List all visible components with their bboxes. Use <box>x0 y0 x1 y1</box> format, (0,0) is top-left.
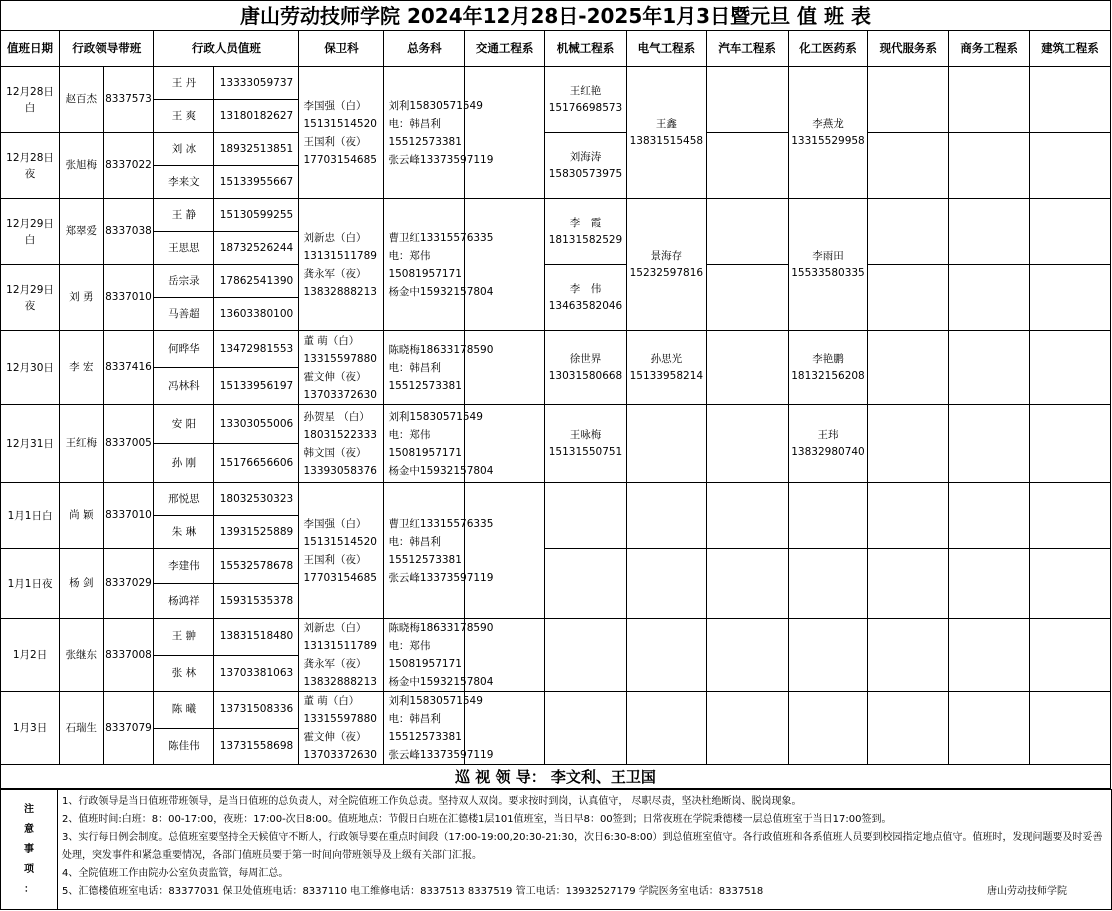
security-line: 刘新忠（白） <box>303 622 367 634</box>
general-line: 电：韩昌利 <box>388 713 441 725</box>
header-security: 保卫科 <box>299 31 384 67</box>
security-line: 13393058376 <box>303 464 377 477</box>
duty-row <box>1 483 1111 516</box>
staff-name: 何晔华 <box>154 331 214 368</box>
staff-phone: 13831518480 <box>214 619 299 656</box>
duty-row <box>1 549 1111 584</box>
security-line: 13832888213 <box>303 676 377 688</box>
general-line: 15081957171 <box>388 267 462 280</box>
general-line: 15512573381 <box>388 553 462 566</box>
chem-line: 李雨田 <box>812 249 844 262</box>
service-cell <box>868 549 949 619</box>
staff-name: 张 林 <box>154 655 214 692</box>
chem-line: 18132156208 <box>791 369 865 382</box>
service-cell <box>868 405 949 483</box>
mech-cell <box>545 483 627 549</box>
duty-row <box>1 265 1111 298</box>
business-cell <box>949 405 1030 483</box>
general-cell <box>384 67 494 199</box>
business-cell <box>949 199 1030 265</box>
security-line: 17703154685 <box>303 571 377 584</box>
building-cell <box>1030 199 1111 265</box>
service-cell <box>868 331 949 405</box>
general-line: 张云峰13373597119 <box>388 153 494 166</box>
business-cell <box>949 619 1030 692</box>
security-line: 15131514520 <box>303 535 377 548</box>
general-line: 电：韩昌利 <box>388 535 441 548</box>
staff-name: 孙 刚 <box>154 444 214 483</box>
auto-cell <box>706 199 788 265</box>
staff-name: 王思思 <box>154 232 214 265</box>
general-line: 曹卫红13315576335 <box>388 231 494 244</box>
security-line: 18031522333 <box>303 428 377 441</box>
leader-name: 尚 颖 <box>60 483 104 549</box>
staff-name: 王 爽 <box>154 100 214 133</box>
mech-cell <box>545 549 627 619</box>
staff-phone: 13731558698 <box>214 728 299 765</box>
security-cell <box>299 405 384 483</box>
mech-line: 13463582046 <box>548 299 623 312</box>
note-2: 2、值班时间:白班：8：00-17:00，夜班：17:00-次日8:00。值班地点：节假日白班在汇德楼1层101值班室，当日早8：00签到；日常夜班在学院秉德楼一层总值班室于当日17:00签到。 <box>62 814 892 825</box>
leader-phone: 8337079 <box>103 692 154 765</box>
auto-cell <box>706 331 788 405</box>
leader-name: 赵百杰 <box>60 67 104 133</box>
auto-cell <box>706 549 788 619</box>
leader-name: 杨 剑 <box>60 549 104 619</box>
service-cell <box>868 133 949 199</box>
leader-phone: 8337022 <box>103 133 154 199</box>
leader-phone: 8337416 <box>103 331 154 405</box>
auto-cell <box>706 133 788 199</box>
mech-line: 王咏梅 <box>569 428 602 441</box>
security-cell <box>299 331 384 405</box>
general-line: 电：韩昌利 <box>388 361 441 374</box>
duty-date: 12月28日白 <box>1 67 60 133</box>
staff-phone: 15130599255 <box>214 199 299 232</box>
chem-cell <box>788 549 868 619</box>
notes-label <box>1 790 58 910</box>
staff-name: 安 阳 <box>154 405 214 444</box>
staff-name: 朱 琳 <box>154 516 214 549</box>
header-business: 商务工程系 <box>949 31 1030 67</box>
duty-date: 12月31日 <box>1 405 60 483</box>
duty-date: 1月2日 <box>1 619 60 692</box>
general-line: 15512573381 <box>388 379 462 392</box>
mech-line: 13031580668 <box>548 369 623 382</box>
auto-cell <box>706 692 788 765</box>
header-date: 值班日期 <box>1 31 60 67</box>
staff-phone: 15176656606 <box>214 444 299 483</box>
security-line: 李国强（白） <box>303 99 367 112</box>
mech-cell <box>545 405 627 483</box>
staff-phone: 17862541390 <box>214 265 299 298</box>
chem-line: 13315529958 <box>791 134 865 147</box>
staff-phone: 15133955667 <box>214 166 299 199</box>
staff-name: 王 丹 <box>154 67 214 100</box>
building-cell <box>1030 331 1111 405</box>
elec-cell <box>626 331 706 405</box>
security-line: 13131511789 <box>303 640 377 652</box>
chem-line: 李燕龙 <box>812 117 844 130</box>
mech-line: 15830573975 <box>548 167 623 180</box>
leader-phone: 8337010 <box>103 265 154 331</box>
staff-phone: 13333059737 <box>214 67 299 100</box>
mech-line: 15176698573 <box>548 101 623 114</box>
general-line: 刘利15830571549 <box>388 410 483 423</box>
duty-date: 12月30日 <box>1 331 60 405</box>
elec-cell <box>626 619 706 692</box>
chem-cell <box>788 405 868 483</box>
mech-line: 李 霞 <box>569 216 602 229</box>
duty-row <box>1 331 1111 368</box>
general-line: 15081957171 <box>388 658 462 670</box>
mech-cell <box>545 133 627 199</box>
header-auto: 汽车工程系 <box>706 31 788 67</box>
header-elec: 电气工程系 <box>626 31 706 67</box>
leader-phone: 8337005 <box>103 405 154 483</box>
security-line: 霍文伸（夜） <box>303 370 367 383</box>
general-line: 杨金中15932157804 <box>388 464 494 477</box>
leader-name: 李 宏 <box>60 331 104 405</box>
general-cell <box>384 405 494 483</box>
mech-cell <box>545 692 627 765</box>
leader-phone: 8337573 <box>103 67 154 133</box>
security-line: 韩文国（夜） <box>303 446 367 459</box>
leader-name: 郑翠爱 <box>60 199 104 265</box>
elec-cell <box>626 483 706 549</box>
staff-name: 王 静 <box>154 199 214 232</box>
auto-cell <box>706 619 788 692</box>
note-4: 4、全院值班工作由院办公室负责监管，每周汇总。 <box>62 868 289 879</box>
header-chem: 化工医药系 <box>788 31 868 67</box>
elec-cell <box>626 405 706 483</box>
leader-name: 刘 勇 <box>60 265 104 331</box>
elec-cell <box>626 199 706 331</box>
chem-cell <box>788 331 868 405</box>
mech-line: 刘海涛 <box>569 150 602 163</box>
general-line: 张云峰13373597119 <box>388 571 494 584</box>
mech-cell <box>545 67 627 133</box>
notes-body <box>58 790 1112 910</box>
mech-line: 18131582529 <box>548 233 623 246</box>
traffic-cell <box>465 67 545 199</box>
service-cell <box>868 265 949 331</box>
auto-cell <box>706 483 788 549</box>
note-5-text: 5、汇德楼值班室电话：83377031 保卫处值班电话：8337110 电工维修电话：8337513 8337519 管工电话：13932527179 学院医务室电话：8337518 <box>62 886 764 897</box>
general-line: 15512573381 <box>388 731 462 743</box>
staff-name: 李来文 <box>154 166 214 199</box>
general-line: 陈晓梅18633178590 <box>388 343 494 356</box>
notes-label-char: 注 <box>24 803 34 815</box>
security-line: 13131511789 <box>303 249 377 262</box>
duty-row <box>1 692 1111 729</box>
header-traffic: 交通工程系 <box>465 31 545 67</box>
header-general: 总务科 <box>384 31 465 67</box>
elec-line: 王鑫 <box>655 117 677 130</box>
staff-name: 岳宗录 <box>154 265 214 298</box>
mech-cell <box>545 199 627 265</box>
leader-phone: 8337010 <box>103 483 154 549</box>
staff-name: 刘 冰 <box>154 133 214 166</box>
header-service: 现代服务系 <box>868 31 949 67</box>
staff-phone: 13603380100 <box>214 298 299 331</box>
business-cell <box>949 549 1030 619</box>
header-building: 建筑工程系 <box>1030 31 1111 67</box>
security-line: 15131514520 <box>303 117 377 130</box>
signature: 唐山劳动技师学院 <box>987 886 1067 897</box>
staff-phone: 13931525889 <box>214 516 299 549</box>
duty-row <box>1 67 1111 100</box>
duty-date: 1月3日 <box>1 692 60 765</box>
security-line: 霍文伸（夜） <box>303 731 367 743</box>
security-line: 13315597880 <box>303 352 377 365</box>
header-row <box>1 31 1111 67</box>
building-cell <box>1030 133 1111 199</box>
duty-date: 12月29日白 <box>1 199 60 265</box>
duty-date: 1月1日白 <box>1 483 60 549</box>
duty-row <box>1 405 1111 444</box>
security-cell <box>299 199 384 331</box>
security-line: 17703154685 <box>303 153 377 166</box>
chem-line: 15533580335 <box>791 266 865 279</box>
security-line: 孙贺星 （白） <box>303 410 370 423</box>
staff-phone: 13731508336 <box>214 692 299 729</box>
staff-name: 冯林科 <box>154 368 214 405</box>
duty-date: 1月1日夜 <box>1 549 60 619</box>
notes-label-char: 事 <box>24 843 34 855</box>
staff-name: 陈 曦 <box>154 692 214 729</box>
staff-phone: 13703381063 <box>214 655 299 692</box>
notes-table <box>0 789 1112 910</box>
leader-name: 张继东 <box>60 619 104 692</box>
building-cell <box>1030 692 1111 765</box>
security-cell <box>299 692 384 765</box>
security-cell <box>299 619 384 692</box>
elec-line: 孙思光 <box>650 352 683 365</box>
chem-cell <box>788 483 868 549</box>
elec-line: 15133958214 <box>629 369 704 382</box>
staff-phone: 15931535378 <box>214 584 299 619</box>
mech-cell <box>545 619 627 692</box>
general-line: 杨金中15932157804 <box>388 285 494 298</box>
elec-cell <box>626 549 706 619</box>
auto-cell <box>706 405 788 483</box>
general-line: 曹卫红13315576335 <box>388 517 494 530</box>
general-cell <box>384 331 494 405</box>
chem-line: 王玮 <box>817 428 839 441</box>
general-cell <box>384 619 494 692</box>
elec-cell <box>626 67 706 199</box>
notes-label-char: 意 <box>24 823 34 835</box>
staff-phone: 13472981553 <box>214 331 299 368</box>
mech-line: 李 伟 <box>569 282 602 295</box>
note-5 <box>62 883 1107 901</box>
auto-cell <box>706 67 788 133</box>
general-line: 刘利15830571549 <box>388 695 483 707</box>
building-cell <box>1030 67 1111 133</box>
mech-line: 王红艳 <box>569 84 602 97</box>
service-cell <box>868 483 949 549</box>
leader-phone: 8337029 <box>103 549 154 619</box>
general-line: 张云峰13373597119 <box>388 749 494 761</box>
security-line: 董 萌（白） <box>303 695 360 707</box>
general-line: 刘利15830571549 <box>388 99 483 112</box>
notes-label-char: 项 <box>24 863 34 875</box>
general-line: 15081957171 <box>388 446 462 459</box>
duty-row <box>1 619 1111 656</box>
general-line: 电：韩昌利 <box>388 117 441 130</box>
elec-line: 景海存 <box>650 249 683 262</box>
building-cell <box>1030 619 1111 692</box>
staff-name: 邢悦思 <box>154 483 214 516</box>
chem-cell <box>788 67 868 199</box>
building-cell <box>1030 265 1111 331</box>
staff-phone: 13303055006 <box>214 405 299 444</box>
duty-row <box>1 133 1111 166</box>
general-line: 15512573381 <box>388 135 462 148</box>
staff-phone: 18732526244 <box>214 232 299 265</box>
auto-cell <box>706 265 788 331</box>
chem-line: 13832980740 <box>791 445 865 458</box>
service-cell <box>868 67 949 133</box>
mech-line: 徐世界 <box>569 352 602 365</box>
traffic-cell <box>465 199 545 331</box>
security-line: 王国利（夜） <box>303 553 367 566</box>
security-line: 13703372630 <box>303 749 377 761</box>
elec-line: 15232597816 <box>629 266 704 279</box>
general-cell <box>384 692 494 765</box>
traffic-cell <box>465 483 545 619</box>
general-line: 电：郑伟 <box>388 249 431 262</box>
staff-phone: 18932513851 <box>214 133 299 166</box>
leader-phone: 8337038 <box>103 199 154 265</box>
general-line: 电：郑伟 <box>388 428 431 441</box>
security-line: 13703372630 <box>303 388 377 401</box>
service-cell <box>868 619 949 692</box>
staff-phone: 15532578678 <box>214 549 299 584</box>
building-cell <box>1030 483 1111 549</box>
header-mech: 机械工程系 <box>545 31 627 67</box>
header-leader: 行政领导带班 <box>60 31 154 67</box>
page-title: 唐山劳动技师学院 2024年12月28日-2025年1月3日暨元旦 值 班 表 <box>0 0 1111 30</box>
business-cell <box>949 67 1030 133</box>
duty-date: 12月29日夜 <box>1 265 60 331</box>
building-cell <box>1030 549 1111 619</box>
leader-name: 石瑞生 <box>60 692 104 765</box>
chem-cell <box>788 199 868 331</box>
security-line: 刘新忠（白） <box>303 231 367 244</box>
security-cell <box>299 67 384 199</box>
duty-date: 12月28日夜 <box>1 133 60 199</box>
leader-name: 张旭梅 <box>60 133 104 199</box>
security-line: 13832888213 <box>303 285 377 298</box>
staff-phone: 15133956197 <box>214 368 299 405</box>
business-cell <box>949 133 1030 199</box>
business-cell <box>949 265 1030 331</box>
service-cell <box>868 199 949 265</box>
general-line: 杨金中15932157804 <box>388 676 494 688</box>
business-cell <box>949 692 1030 765</box>
staff-name: 杨鸿祥 <box>154 584 214 619</box>
patrol-leaders: 巡 视 领 导： 李文利、王卫国 <box>0 765 1111 789</box>
mech-cell <box>545 331 627 405</box>
chem-cell <box>788 619 868 692</box>
elec-line: 13831515458 <box>629 134 704 147</box>
elec-cell <box>626 692 706 765</box>
general-cell <box>384 199 494 331</box>
duty-table <box>0 30 1111 765</box>
business-cell <box>949 483 1030 549</box>
general-line: 电：郑伟 <box>388 640 431 652</box>
chem-cell <box>788 692 868 765</box>
leader-name: 王红梅 <box>60 405 104 483</box>
staff-phone: 18032530323 <box>214 483 299 516</box>
header-staff: 行政人员值班 <box>154 31 299 67</box>
duty-row <box>1 199 1111 232</box>
mech-cell <box>545 265 627 331</box>
staff-name: 马善超 <box>154 298 214 331</box>
notes-label-char: ： <box>24 883 34 895</box>
security-line: 王国利（夜） <box>303 135 367 148</box>
security-line: 龚永军（夜） <box>303 658 367 670</box>
service-cell <box>868 692 949 765</box>
staff-name: 陈佳伟 <box>154 728 214 765</box>
staff-name: 李建伟 <box>154 549 214 584</box>
building-cell <box>1030 405 1111 483</box>
chem-line: 李艳鹏 <box>812 352 844 365</box>
security-line: 龚永军（夜） <box>303 267 367 280</box>
business-cell <box>949 331 1030 405</box>
mech-line: 15131550751 <box>548 445 623 458</box>
staff-phone: 13180182627 <box>214 100 299 133</box>
security-line: 13315597880 <box>303 713 377 725</box>
note-1: 1、行政领导是当日值班带班领导，是当日值班的总负责人，对全院值班工作负总责。坚持双人双岗。要求按时到岗，认真值守， 尽职尽责，坚决杜绝断岗、脱岗现象。 <box>62 796 802 807</box>
note-3: 3、实行每日例会制度。总值班室要坚持全天候值守不断人，行政领导要在重点时间段（17:00-19:00,20:30-21:30，次日6:30-8:00）到总值班室值守。各行政值班和各系值班人员要到校园指定地点值守。值班时，发现问题要及时妥善处理，突发事件和紧急重要情况，各部门值班员要于第一时间向带班领导及上级有关部门汇报。 <box>62 832 1103 861</box>
traffic-cell <box>465 331 545 405</box>
staff-name: 王 翀 <box>154 619 214 656</box>
security-line: 董 萌（白） <box>303 334 360 347</box>
general-cell <box>384 483 494 619</box>
leader-phone: 8337008 <box>103 619 154 692</box>
security-line: 李国强（白） <box>303 517 367 530</box>
general-line: 陈晓梅18633178590 <box>388 622 494 634</box>
security-cell <box>299 483 384 619</box>
